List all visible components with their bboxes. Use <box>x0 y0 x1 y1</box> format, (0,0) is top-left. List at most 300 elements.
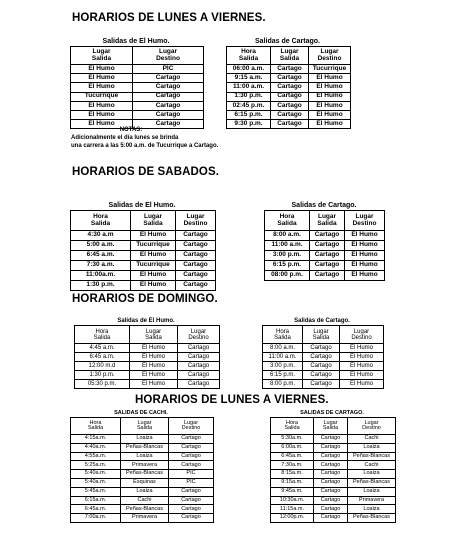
column-header-line: Hora <box>93 213 108 220</box>
table-cell: 08:00 p.m. <box>265 271 310 281</box>
table-cell: 10:30a.m. <box>271 496 314 505</box>
table-row <box>71 470 214 479</box>
table-cell: Cartago <box>314 470 348 479</box>
table-cell: El Humo <box>340 371 384 380</box>
table-row <box>71 452 214 461</box>
table-row <box>227 92 351 101</box>
section-title-saturdays: HORARIOS DE SABADOS. <box>72 166 220 178</box>
table-row <box>71 514 214 523</box>
table-row <box>71 281 216 291</box>
table-cell: Tucurrique <box>131 241 176 251</box>
table-cell: 4:45 a.m. <box>75 344 130 353</box>
column-header-line: Hora <box>89 419 102 426</box>
table-cell: Loaiza <box>121 435 169 444</box>
table-cell: 6:00a.m. <box>271 443 314 452</box>
table-row <box>71 83 204 92</box>
table-row <box>265 241 385 251</box>
table-cell: El Humo <box>309 74 351 83</box>
notes-line-1: Adicionalmente el día lunes se brinda <box>71 135 179 141</box>
table-header-row <box>227 47 351 65</box>
table-cell: Cartago <box>176 241 216 251</box>
table-cell: Primavera <box>121 514 169 523</box>
table-cell: Peñas-Blancas <box>121 505 169 514</box>
table-cell: 9:15 a.m. <box>227 74 271 83</box>
table-cell: Cartago <box>133 101 204 110</box>
column-header-line: Lugar <box>183 419 199 426</box>
column-header-line: Hora <box>241 48 256 55</box>
column-header-line: Destino <box>362 425 381 431</box>
table-cell: El Humo <box>71 65 133 74</box>
schedule-table-weekdays-cartago-2 <box>270 417 396 523</box>
column-header <box>271 418 314 435</box>
table-row <box>271 496 396 505</box>
table-header-row <box>71 418 214 435</box>
table-cell: 7:30 a.m. <box>71 261 131 271</box>
table-cell: Cartago <box>271 101 309 110</box>
table-row <box>271 452 396 461</box>
table-caption-saturdays-cartago: Salidas de Cartago. <box>291 202 357 209</box>
table-cell: El Humo <box>130 380 178 389</box>
table-cell: Cartago <box>176 261 216 271</box>
column-header-line: Lugar <box>320 48 339 55</box>
column-header-line: Lugar <box>353 328 370 335</box>
table-cell: Cartago <box>169 443 214 452</box>
table-row <box>71 251 216 261</box>
column-header-line: Lugar <box>364 419 379 426</box>
table-cell: El Humo <box>309 92 351 101</box>
table-header-row <box>271 418 396 435</box>
table-cell: El Humo <box>71 110 133 119</box>
table-row <box>71 241 216 251</box>
table-cell: 7:30a.m. <box>271 461 314 470</box>
column-header <box>263 326 303 344</box>
table-cell: 1:30 p.m. <box>75 371 130 380</box>
table-cell: Cartago <box>169 496 214 505</box>
column-header-line: Lugar <box>186 213 205 220</box>
table-header-row <box>75 326 220 344</box>
table-cell: 6:45 a.m. <box>71 251 131 261</box>
table-cell: 3:00 p.m. <box>263 362 303 371</box>
table-cell: El Humo <box>309 83 351 92</box>
table-cell: Cartago <box>169 461 214 470</box>
table-cell: Cartago <box>314 496 348 505</box>
table-cell: El Humo <box>345 241 385 251</box>
column-header-line: Salida <box>91 54 112 62</box>
column-header-line: Hora <box>275 328 289 335</box>
table-cell: Cartago <box>133 74 204 83</box>
table-cell: Loaiza <box>121 487 169 496</box>
column-header <box>314 418 348 435</box>
column-header <box>176 211 216 231</box>
table-cell: 9:30 p.m. <box>227 120 271 129</box>
column-header-line: Salida <box>322 425 339 431</box>
table-cell: Cartago <box>314 443 348 452</box>
table-row <box>263 344 384 353</box>
table-cell: Cartago <box>310 241 345 251</box>
table-row <box>75 380 220 389</box>
table-cell: Loaiza <box>348 487 396 496</box>
table-cell: Cartago <box>303 371 340 380</box>
column-header-line: Destino <box>317 54 342 62</box>
table-cell: El Humo <box>131 231 176 241</box>
table-cell: Cachi <box>348 435 396 444</box>
table-cell: Cartago <box>178 380 220 389</box>
table-cell: 5:00 a.m. <box>71 241 131 251</box>
table-cell: 8:15a.m. <box>271 470 314 479</box>
section-title-sundays: HORARIOS DE DOMINGO. <box>72 293 218 305</box>
table-row <box>71 110 204 119</box>
table-row <box>71 271 216 281</box>
column-header-line: Destino <box>351 334 372 341</box>
table-row <box>263 353 384 362</box>
table-cell: Primavera <box>348 496 396 505</box>
column-header <box>340 326 384 344</box>
column-header <box>121 418 169 435</box>
table-cell: 6:15 p.m. <box>227 110 271 119</box>
table-cell: El Humo <box>309 110 351 119</box>
column-header-line: Lugar <box>137 419 152 426</box>
column-header <box>130 326 178 344</box>
column-header <box>71 211 131 231</box>
table-cell: El Humo <box>71 74 133 83</box>
table-cell: 8:00 a.m. <box>265 231 310 241</box>
table-cell: 11:15a.m. <box>271 505 314 514</box>
table-cell: 4:40a.m. <box>71 443 121 452</box>
table-cell: Cartago <box>303 344 340 353</box>
table-cell: El Humo <box>131 271 176 281</box>
column-header <box>309 47 351 65</box>
table-cell: Cartago <box>169 505 214 514</box>
table-cell: Loaiza <box>348 470 396 479</box>
column-header-line: Salida <box>238 54 259 62</box>
table-cell: 9:45a.m. <box>271 487 314 496</box>
table-cell: Peñas-Blancas <box>121 470 169 479</box>
column-header-line: Lugar <box>323 419 338 426</box>
table-cell: Cartago <box>176 231 216 241</box>
table-caption-weekdays-el-humo: Salidas de El Humo. <box>102 38 170 45</box>
table-cell: Loaiza <box>121 452 169 461</box>
table-cell: Cartago <box>314 478 348 487</box>
table-row <box>263 380 384 389</box>
table-cell: 1:30 p.m. <box>71 281 131 291</box>
column-header <box>348 418 396 435</box>
table-cell: Loaiza <box>348 505 396 514</box>
table-row <box>75 344 220 353</box>
table-cell: PIC <box>133 65 204 74</box>
table-cell: Cartago <box>271 120 309 129</box>
table-cell: Cartago <box>314 435 348 444</box>
column-header <box>310 211 345 231</box>
schedule-table-saturdays-el-humo <box>70 210 216 291</box>
section-title-weekdays: HORARIOS DE LUNES A VIERNES. <box>72 12 266 24</box>
column-header <box>271 47 309 65</box>
table-row <box>265 231 385 241</box>
table-cell: Cartago <box>310 261 345 271</box>
table-cell: Cartago <box>314 487 348 496</box>
column-header-line: Lugar <box>145 328 162 335</box>
table-cell: Peñas-Blancas <box>121 443 169 452</box>
table-row <box>271 435 396 444</box>
table-cell: El Humo <box>131 281 176 291</box>
table-cell: 7:00a.m. <box>71 514 121 523</box>
table-cell: Cartago <box>169 514 214 523</box>
table-cell: 02:45 p.m. <box>227 101 271 110</box>
table-cell: Peñas-Blancas <box>348 452 396 461</box>
table-cell: El Humo <box>340 353 384 362</box>
table-row <box>271 514 396 523</box>
table-cell: El Humo <box>309 101 351 110</box>
table-row <box>265 271 385 281</box>
table-cell: Cartago <box>310 231 345 241</box>
table-cell: Cartago <box>303 353 340 362</box>
column-header <box>178 326 220 344</box>
table-cell: 11:00a.m. <box>71 271 131 281</box>
table-row <box>227 120 351 129</box>
table-row <box>75 362 220 371</box>
column-header <box>71 418 121 435</box>
table-caption-sundays-el-humo: Salidas de El Humo. <box>117 318 175 324</box>
table-cell: Tucurrique <box>71 92 133 101</box>
schedule-table-weekdays-cachi <box>70 417 214 523</box>
table-cell: Cartago <box>169 487 214 496</box>
table-cell: 6:45a.m. <box>271 452 314 461</box>
table-cell: El Humo <box>345 261 385 271</box>
table-cell: 4:30 a.m <box>71 231 131 241</box>
column-header-line: Salida <box>274 334 291 341</box>
table-cell: PIC <box>169 478 214 487</box>
notes-block <box>71 126 218 150</box>
table-row <box>71 505 214 514</box>
table-cell: Cartago <box>314 514 348 523</box>
table-row <box>227 110 351 119</box>
table-cell: Cartago <box>271 74 309 83</box>
notes-label: NOTAS: <box>119 127 143 133</box>
table-caption-cartago-weekdays-2: SALIDAS DE CARTAGO. <box>300 410 364 416</box>
table-cell: Cartago <box>176 271 216 281</box>
table-row <box>71 101 204 110</box>
table-cell: 9:15a.m. <box>271 478 314 487</box>
table-cell: 06:00 a.m. <box>227 65 271 74</box>
column-header-line: Lugar <box>143 213 163 220</box>
table-row <box>271 505 396 514</box>
table-cell: El Humo <box>309 120 351 129</box>
table-cell: Cartago <box>176 281 216 291</box>
table-cell: Cartago <box>169 452 214 461</box>
table-row <box>71 231 216 241</box>
table-row <box>227 65 351 74</box>
table-cell: Cartago <box>178 362 220 371</box>
table-row <box>71 74 204 83</box>
column-header <box>131 211 176 231</box>
table-row <box>265 251 385 261</box>
column-header-line: Lugar <box>92 48 111 55</box>
column-header-line: Salida <box>87 425 104 431</box>
table-row <box>75 353 220 362</box>
schedule-table-sundays-el-humo <box>74 325 220 389</box>
table-header-row <box>71 211 216 231</box>
table-row <box>271 443 396 452</box>
table-row <box>227 74 351 83</box>
table-cell: Cartago <box>169 435 214 444</box>
column-header-line: Lugar <box>355 213 374 220</box>
table-cell: 6:15a.m. <box>71 496 121 505</box>
table-cell: 4:55a.m. <box>71 452 121 461</box>
table-cell: Primavera <box>121 461 169 470</box>
table-row <box>263 362 384 371</box>
table-cell: Cartago <box>178 353 220 362</box>
table-row <box>71 261 216 271</box>
table-cell: 11:00 a.m. <box>227 83 271 92</box>
table-cell: El Humo <box>71 120 133 129</box>
table-cell: Cartago <box>310 271 345 281</box>
table-row <box>71 435 214 444</box>
table-cell: 6:15 p.m. <box>263 371 303 380</box>
table-cell: 5:40a.m. <box>71 470 121 479</box>
column-header <box>227 47 271 65</box>
column-header-line: Destino <box>188 334 209 341</box>
table-cell: Peñas-Blancas <box>348 478 396 487</box>
column-header-line: Lugar <box>280 48 299 55</box>
table-cell: 8:00 p.m. <box>263 380 303 389</box>
column-header-line: Lugar <box>158 48 178 55</box>
column-header <box>303 326 340 344</box>
table-cell: El Humo <box>130 371 178 380</box>
table-cell: 6:15 p.m. <box>265 261 310 271</box>
table-cell: El Humo <box>345 271 385 281</box>
table-cell: 8:00 a.m. <box>263 344 303 353</box>
table-cell: Cartago <box>133 83 204 92</box>
table-header-row <box>71 47 204 65</box>
table-cell: Tucurrique <box>131 261 176 271</box>
schedule-table-weekdays-cartago <box>226 46 351 129</box>
table-row <box>75 371 220 380</box>
column-header-line: Salida <box>279 54 300 62</box>
table-cell: El Humo <box>130 362 178 371</box>
table-cell: El Humo <box>71 83 133 92</box>
table-cell: Cartago <box>314 452 348 461</box>
table-cell: Cartago <box>303 380 340 389</box>
table-cell: El Humo <box>130 344 178 353</box>
column-header-line: Lugar <box>313 328 329 335</box>
table-cell: Esquinas <box>121 478 169 487</box>
table-cell: Cachi <box>121 496 169 505</box>
table-cell: PIC <box>169 470 214 479</box>
table-cell: El Humo <box>340 344 384 353</box>
table-cell: El Humo <box>131 251 176 261</box>
table-cell: Cartago <box>176 251 216 261</box>
table-cell: El Humo <box>130 353 178 362</box>
column-header-line: Hora <box>286 419 298 426</box>
table-cell: 6:45a.m. <box>71 505 121 514</box>
table-cell: Cartago <box>133 120 204 129</box>
column-header-line: Hora <box>95 328 109 335</box>
table-cell: 6:45 a.m. <box>75 353 130 362</box>
column-header-line: Destino <box>156 54 180 62</box>
table-cell: Tucurrique <box>309 65 351 74</box>
table-cell: Cartago <box>271 92 309 101</box>
table-cell: El Humo <box>345 231 385 241</box>
column-header-line: Destino <box>181 425 201 431</box>
table-cell: Cartago <box>314 461 348 470</box>
table-cell: 5:45a.m. <box>71 487 121 496</box>
table-row <box>227 101 351 110</box>
table-row <box>71 461 214 470</box>
column-header <box>75 326 130 344</box>
column-header-line: Salida <box>143 219 163 227</box>
table-row <box>263 371 384 380</box>
table-cell: Cartago <box>178 344 220 353</box>
column-header-line: Salida <box>145 334 162 341</box>
notes-line-2: una carrera a las 5:00 a.m. de Tucurrique a Cartago. <box>71 143 219 149</box>
column-header-line: Salida <box>312 334 330 341</box>
table-cell: Cartago <box>133 110 204 119</box>
table-cell: 11:00 a.m. <box>265 241 310 251</box>
table-cell: Cartago <box>314 505 348 514</box>
table-caption-cachi: SALIDAS DE CACHI. <box>114 410 168 416</box>
table-cell: 5:30a.m. <box>271 435 314 444</box>
column-header-line: Salida <box>90 219 111 227</box>
table-cell: Cartago <box>271 65 309 74</box>
table-cell: Loaiza <box>348 443 396 452</box>
table-caption-weekdays-cartago: Salidas de Cartago. <box>255 38 320 45</box>
table-cell: El Humo <box>71 101 133 110</box>
table-cell: El Humo <box>340 380 384 389</box>
table-caption-saturdays-el-humo: Salidas de El Humo. <box>108 202 176 209</box>
table-cell: Cartago <box>310 251 345 261</box>
table-cell: 4:15a.m. <box>71 435 121 444</box>
table-cell: Cartago <box>133 92 204 101</box>
column-header-line: Destino <box>352 219 377 227</box>
table-cell: 12:00 m.d <box>75 362 130 371</box>
table-row <box>227 83 351 92</box>
table-row <box>271 478 396 487</box>
column-header-line: Salida <box>277 219 297 227</box>
column-header-line: Destino <box>183 219 208 227</box>
column-header <box>133 47 204 65</box>
table-row <box>71 92 204 101</box>
column-header-line: Salida <box>93 334 111 341</box>
table-cell: Cartago <box>178 371 220 380</box>
table-row <box>271 487 396 496</box>
schedule-table-sundays-cartago <box>262 325 384 389</box>
section-title-weekdays-cachi: HORARIOS DE LUNES A VIERNES. <box>135 394 329 406</box>
table-row <box>265 261 385 271</box>
table-cell: 3:00 p.m. <box>265 251 310 261</box>
column-header-line: Hora <box>279 213 295 220</box>
table-row <box>71 487 214 496</box>
table-cell: Cartago <box>271 83 309 92</box>
column-header-line: Salida <box>317 219 337 227</box>
schedule-table-saturdays-cartago <box>264 210 385 281</box>
table-header-row <box>265 211 385 231</box>
column-header-line: Lugar <box>317 213 337 220</box>
table-cell: Cartago <box>303 362 340 371</box>
column-header <box>265 211 310 231</box>
column-header <box>71 47 133 65</box>
table-cell: 5:25a.m. <box>71 461 121 470</box>
table-row <box>71 496 214 505</box>
table-cell: El Humo <box>345 251 385 261</box>
table-header-row <box>263 326 384 344</box>
table-cell: 12:00p.m. <box>271 514 314 523</box>
table-cell: Peñas-Blancas <box>348 514 396 523</box>
table-row <box>71 478 214 487</box>
table-caption-sundays-cartago: Salidas de Cartago. <box>294 318 350 324</box>
table-row <box>71 443 214 452</box>
column-header <box>345 211 385 231</box>
column-header-line: Lugar <box>190 328 207 335</box>
table-cell: Cachi <box>348 461 396 470</box>
